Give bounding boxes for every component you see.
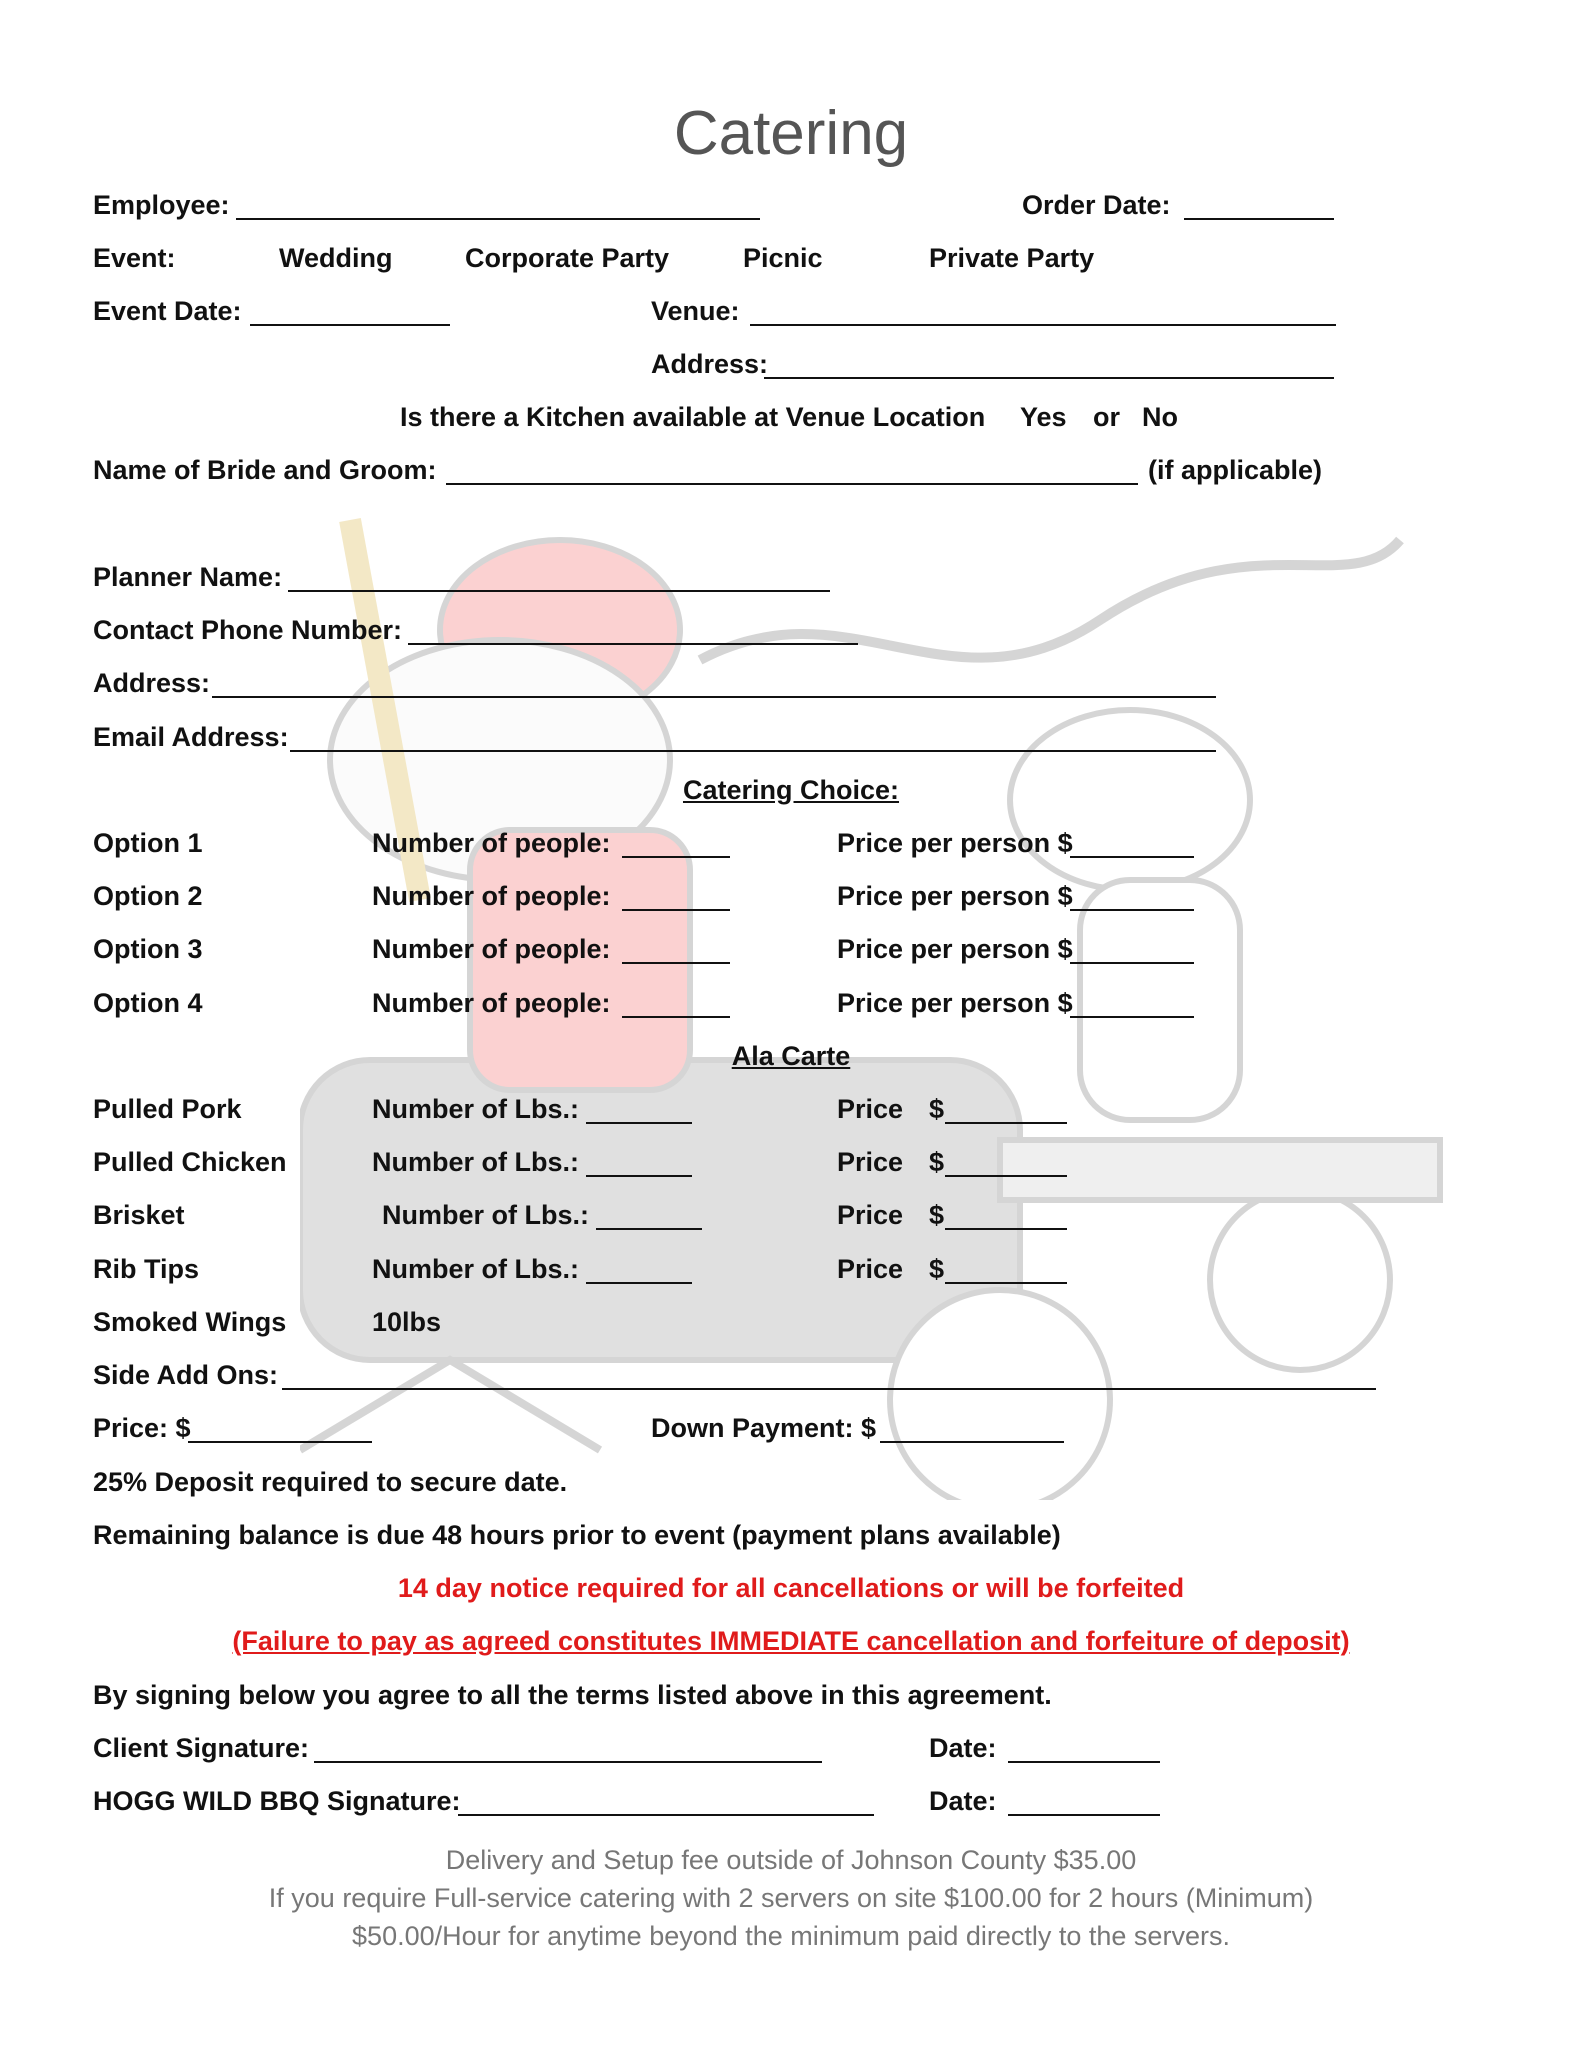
- pulled-pork-lbs-field[interactable]: [586, 1122, 692, 1124]
- event-option-corporate-party[interactable]: Corporate Party: [465, 243, 670, 273]
- option-1-price-label: Price per person $: [837, 828, 1073, 858]
- company-date-label: Date:: [929, 1786, 997, 1816]
- kitchen-question: Is there a Kitchen available at Venue Location: [400, 402, 986, 432]
- contact-phone-field[interactable]: [408, 643, 858, 645]
- pulled-chicken-lbs-field[interactable]: [586, 1175, 692, 1177]
- option-4-people-field[interactable]: [622, 1016, 730, 1018]
- brisket-lbs-label: Number of Lbs.:: [382, 1200, 589, 1230]
- option-4-price-field[interactable]: [1070, 1016, 1194, 1018]
- footer-delivery-fee: Delivery and Setup fee outside of Johnson County $35.00: [445, 1845, 1137, 1875]
- option-4-people-label: Number of people:: [372, 988, 611, 1018]
- order-date-field[interactable]: [1184, 218, 1334, 220]
- event-label: Event:: [93, 243, 176, 273]
- venue-field[interactable]: [750, 324, 1336, 326]
- pulled-pork-dollar: $: [929, 1094, 945, 1124]
- event-date-label: Event Date:: [93, 296, 242, 326]
- rib-tips-dollar: $: [929, 1254, 945, 1284]
- option-2-people-field[interactable]: [622, 909, 730, 911]
- rib-tips-lbs-label: Number of Lbs.:: [372, 1254, 579, 1284]
- side-add-ons-label: Side Add Ons:: [93, 1360, 279, 1390]
- failure-note: (Failure to pay as agreed constitutes IMMEDIATE cancellation and forfeiture of deposit): [232, 1626, 1350, 1656]
- venue-address-field[interactable]: [764, 377, 1334, 379]
- option-1-price-field[interactable]: [1070, 856, 1194, 858]
- event-date-field[interactable]: [250, 324, 450, 326]
- pulled-pork-price-label: Price: [837, 1094, 904, 1124]
- pulled-pork-price-field[interactable]: [945, 1122, 1067, 1124]
- option-3-price-label: Price per person $: [837, 934, 1073, 964]
- kitchen-no-option[interactable]: No: [1142, 402, 1178, 432]
- planner-name-field[interactable]: [288, 590, 830, 592]
- planner-name-label: Planner Name:: [93, 562, 283, 592]
- bride-groom-field[interactable]: [446, 483, 1138, 485]
- option-3-people-label: Number of people:: [372, 934, 611, 964]
- option-4-price-label: Price per person $: [837, 988, 1073, 1018]
- option-1-people-label: Number of people:: [372, 828, 611, 858]
- pulled-pork-label: Pulled Pork: [93, 1094, 242, 1124]
- client-date-label: Date:: [929, 1733, 997, 1763]
- price-field[interactable]: [188, 1441, 372, 1443]
- employee-label: Employee:: [93, 190, 230, 220]
- option-4-label: Option 4: [93, 988, 203, 1018]
- event-option-wedding[interactable]: Wedding: [279, 243, 393, 273]
- kitchen-or-text: or: [1093, 402, 1120, 432]
- ala-carte-heading: Ala Carte: [731, 1041, 851, 1071]
- option-2-people-label: Number of people:: [372, 881, 611, 911]
- catering-choice-heading: Catering Choice:: [682, 775, 900, 805]
- planner-address-label: Address:: [93, 668, 211, 698]
- option-2-price-label: Price per person $: [837, 881, 1073, 911]
- brisket-lbs-field[interactable]: [596, 1228, 702, 1230]
- option-1-label: Option 1: [93, 828, 203, 858]
- brisket-price-field[interactable]: [945, 1228, 1067, 1230]
- brisket-label: Brisket: [93, 1200, 185, 1230]
- page-title: Catering: [673, 99, 909, 168]
- balance-note: Remaining balance is due 48 hours prior to event (payment plans available): [93, 1520, 1061, 1550]
- if-applicable-note: (if applicable): [1148, 455, 1323, 485]
- event-option-private-party[interactable]: Private Party: [929, 243, 1095, 273]
- order-date-label: Order Date:: [1022, 190, 1171, 220]
- option-1-people-field[interactable]: [622, 856, 730, 858]
- event-option-picnic[interactable]: Picnic: [743, 243, 823, 273]
- pulled-chicken-price-label: Price: [837, 1147, 904, 1177]
- employee-field[interactable]: [236, 218, 760, 220]
- down-payment-label: Down Payment: $: [651, 1413, 877, 1443]
- email-address-label: Email Address:: [93, 722, 289, 752]
- footer-hourly-rate: $50.00/Hour for anytime beyond the minimum paid directly to the servers.: [352, 1921, 1230, 1951]
- client-date-field[interactable]: [1008, 1761, 1160, 1763]
- venue-label: Venue:: [651, 296, 740, 326]
- brisket-price-label: Price: [837, 1200, 904, 1230]
- option-3-label: Option 3: [93, 934, 203, 964]
- bride-groom-label: Name of Bride and Groom:: [93, 455, 437, 485]
- deposit-note: 25% Deposit required to secure date.: [93, 1467, 568, 1497]
- email-address-field[interactable]: [290, 750, 1216, 752]
- contact-phone-label: Contact Phone Number:: [93, 615, 403, 645]
- company-date-field[interactable]: [1008, 1814, 1160, 1816]
- rib-tips-price-field[interactable]: [945, 1282, 1067, 1284]
- option-3-price-field[interactable]: [1070, 962, 1194, 964]
- option-3-people-field[interactable]: [622, 962, 730, 964]
- side-add-ons-field[interactable]: [282, 1388, 1376, 1390]
- client-signature-label: Client Signature:: [93, 1733, 310, 1763]
- company-signature-label: HOGG WILD BBQ Signature:: [93, 1786, 461, 1816]
- rib-tips-price-label: Price: [837, 1254, 904, 1284]
- price-label: Price: $: [93, 1413, 191, 1443]
- agreement-note: By signing below you agree to all the terms listed above in this agreement.: [93, 1680, 1052, 1710]
- footer-full-service: If you require Full-service catering with 2 servers on site $100.00 for 2 hours (Minimum): [268, 1883, 1314, 1913]
- pulled-chicken-price-field[interactable]: [945, 1175, 1067, 1177]
- company-signature-field[interactable]: [458, 1814, 874, 1816]
- planner-address-field[interactable]: [212, 696, 1216, 698]
- client-signature-field[interactable]: [314, 1761, 822, 1763]
- brisket-dollar: $: [929, 1200, 945, 1230]
- smoked-wings-label: Smoked Wings: [93, 1307, 287, 1337]
- pulled-chicken-dollar: $: [929, 1147, 945, 1177]
- pulled-chicken-label: Pulled Chicken: [93, 1147, 287, 1177]
- rib-tips-label: Rib Tips: [93, 1254, 200, 1284]
- venue-address-label: Address:: [651, 349, 769, 379]
- down-payment-field[interactable]: [880, 1441, 1064, 1443]
- pulled-chicken-lbs-label: Number of Lbs.:: [372, 1147, 579, 1177]
- rib-tips-lbs-field[interactable]: [586, 1282, 692, 1284]
- cancellation-note: 14 day notice required for all cancellations or will be forfeited: [397, 1573, 1185, 1603]
- smoked-wings-qty: 10lbs: [372, 1307, 442, 1337]
- kitchen-yes-option[interactable]: Yes: [1020, 402, 1067, 432]
- option-2-label: Option 2: [93, 881, 203, 911]
- option-2-price-field[interactable]: [1070, 909, 1194, 911]
- pulled-pork-lbs-label: Number of Lbs.:: [372, 1094, 579, 1124]
